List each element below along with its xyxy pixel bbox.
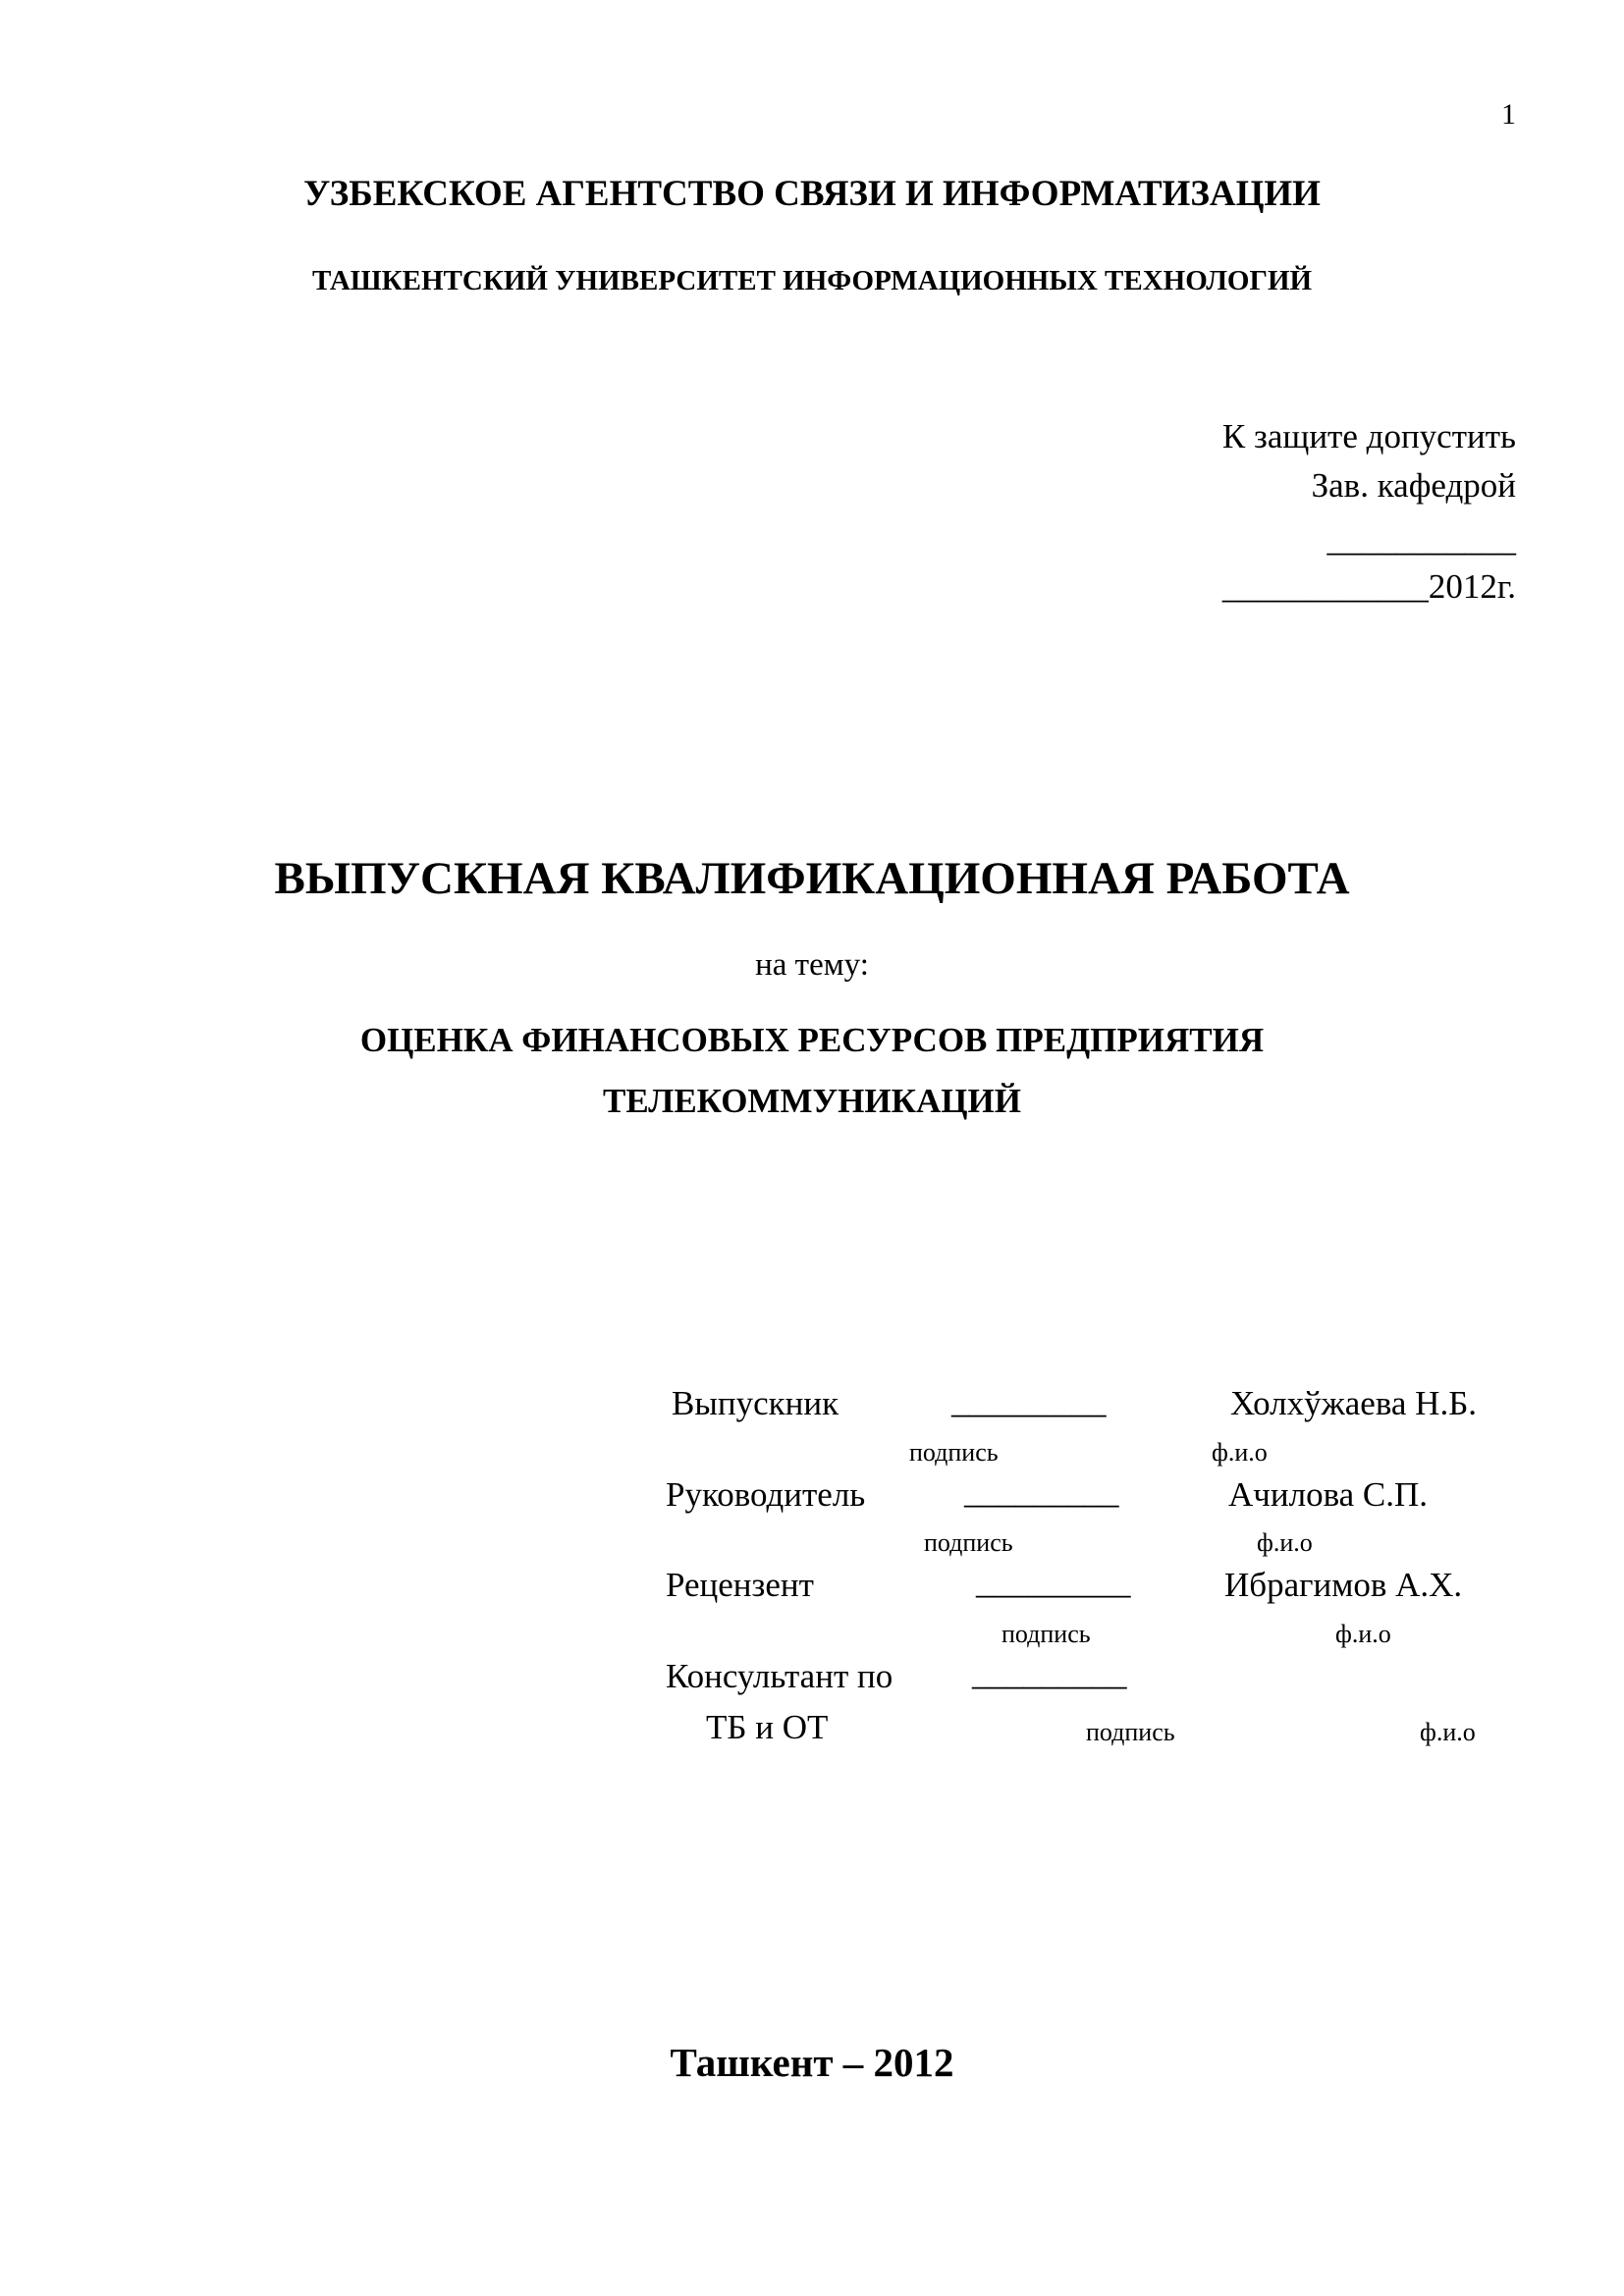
approval-date-line: ____________2012г. — [1221, 567, 1516, 606]
signature-caption: подпись — [924, 1528, 1013, 1557]
topic-title-line-2: ТЕЛЕКОММУНИКАЦИЙ — [603, 1082, 1021, 1120]
name-caption: ф.и.о — [1420, 1718, 1476, 1746]
signature-caption: подпись — [1001, 1620, 1091, 1648]
topic-label: на тему: — [755, 947, 869, 983]
topic-title-line-1: ОЦЕНКА ФИНАНСОВЫХ РЕСУРСОВ ПРЕДПРИЯТИЯ — [359, 1021, 1265, 1059]
signature-caption: подпись — [1086, 1718, 1175, 1746]
city-year: Ташкент – 2012 — [670, 2040, 954, 2085]
role-label: Руководитель — [666, 1475, 866, 1514]
person-name: Холхўжаева Н.Б. — [1230, 1384, 1478, 1422]
role-label: Выпускник — [672, 1384, 839, 1422]
signature-line: _________ — [976, 1563, 1131, 1601]
signature-line: _________ — [964, 1472, 1119, 1511]
name-caption: ф.и.о — [1335, 1620, 1391, 1648]
approval-head-of-department: Зав. кафедрой — [1311, 466, 1516, 505]
signature-line: _________ — [951, 1382, 1107, 1420]
role-label-line-2: ТБ и ОТ — [706, 1708, 829, 1746]
page-number: 1 — [1501, 98, 1516, 131]
signature-line: _________ — [972, 1654, 1127, 1692]
person-name: Ибрагимов А.Х. — [1224, 1566, 1463, 1604]
approval-signature-line: ___________ — [1326, 520, 1516, 559]
signature-caption: подпись — [909, 1438, 999, 1467]
person-name: Ачилова С.П. — [1228, 1475, 1429, 1514]
name-caption: ф.и.о — [1212, 1438, 1268, 1467]
role-label: Консультант по — [666, 1657, 893, 1695]
role-label: Рецензент — [666, 1566, 814, 1604]
thesis-type-title: ВЫПУСКНАЯ КВАЛИФИКАЦИОННАЯ РАБОТА — [274, 853, 1350, 904]
approval-admit: К защите допустить — [1221, 417, 1516, 455]
university-title: ТАШКЕНТСКИЙ УНИВЕРСИТЕТ ИНФОРМАЦИОННЫХ ТЕХНОЛОГИЙ — [311, 265, 1313, 296]
name-caption: ф.и.о — [1257, 1528, 1313, 1557]
agency-title: УЗБЕКСКОЕ АГЕНТСТВО СВЯЗИ И ИНФОРМАТИЗАЦИИ — [303, 174, 1321, 214]
